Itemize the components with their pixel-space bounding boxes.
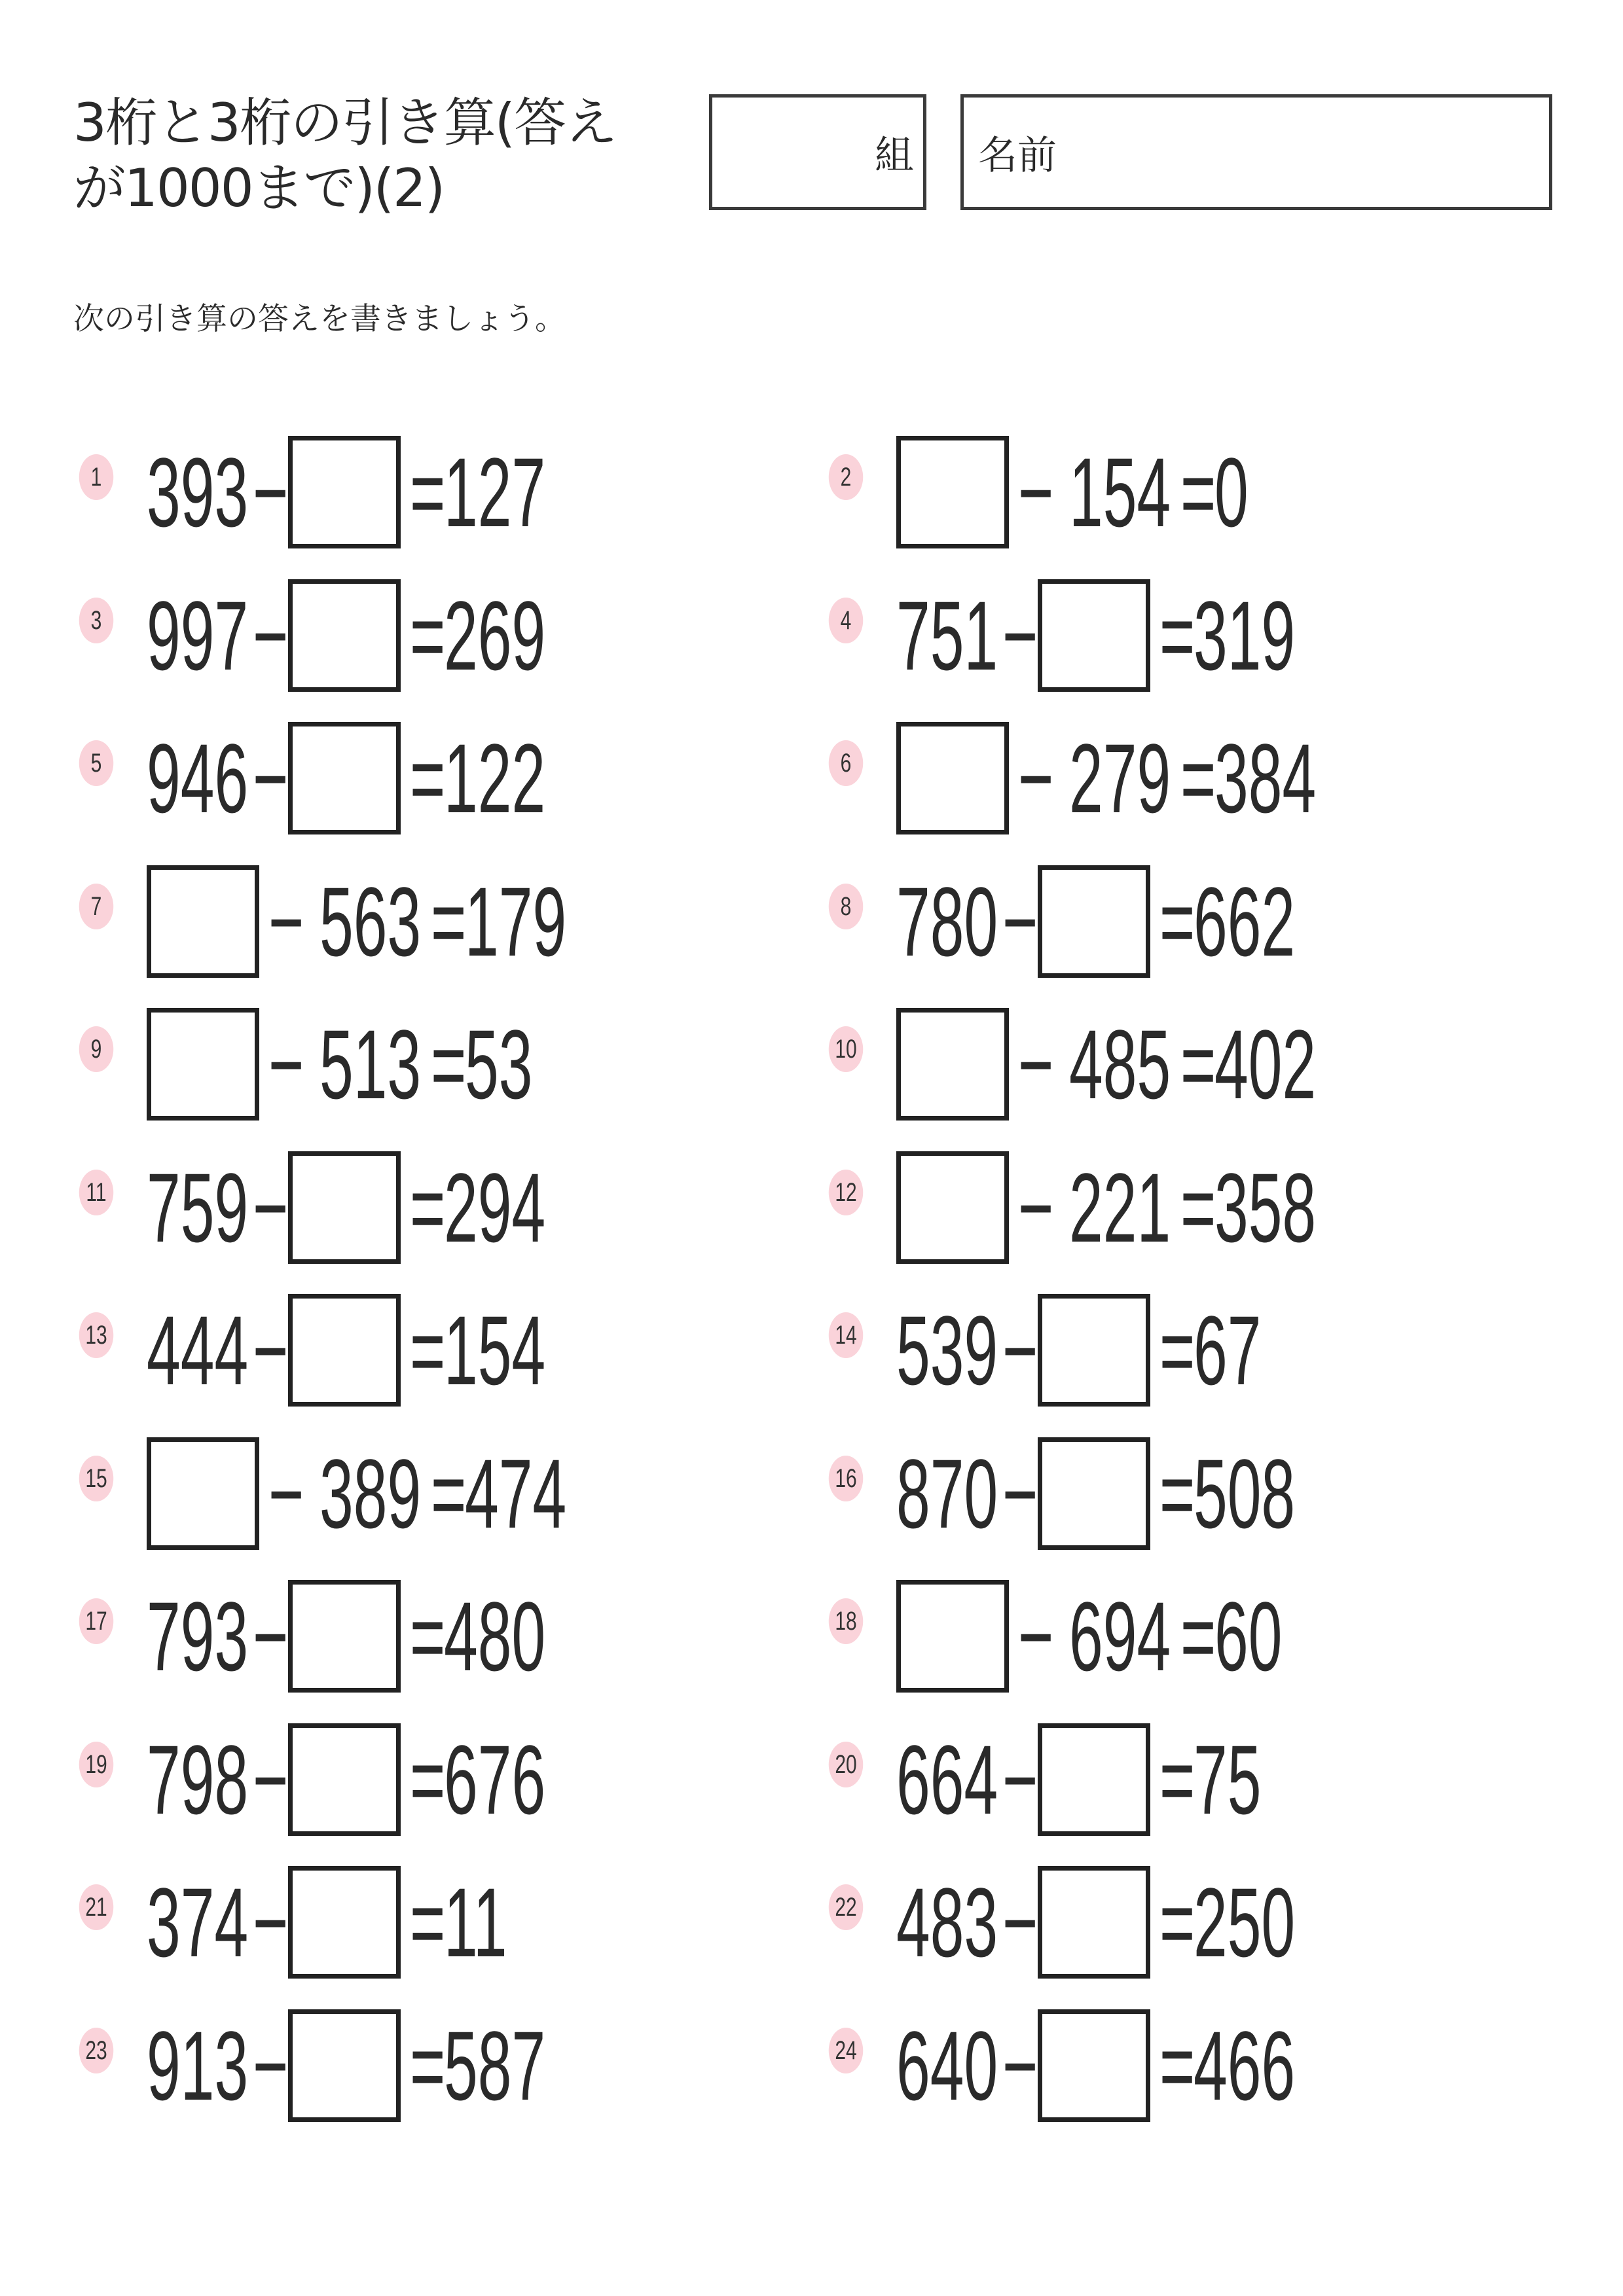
problem-number: 14 — [829, 1312, 864, 1358]
result: 53 — [464, 1009, 532, 1119]
problem-number: 21 — [79, 1884, 114, 1930]
equals-sign: = — [409, 437, 446, 547]
result: 154 — [443, 1295, 545, 1405]
result: 319 — [1193, 580, 1295, 691]
answer-box[interactable] — [1038, 2009, 1150, 2122]
answer-box[interactable] — [1038, 1866, 1150, 1979]
problem-item — [823, 1435, 1478, 1552]
minuend: 393 — [147, 437, 249, 547]
answer-box[interactable] — [288, 2009, 401, 2122]
problem-item — [73, 1149, 728, 1266]
problem-item — [823, 1149, 1478, 1266]
problem-number: 11 — [79, 1170, 114, 1215]
equals-sign: = — [430, 866, 467, 977]
problem-item — [73, 1863, 728, 1981]
minuend: 997 — [147, 580, 249, 691]
problem-number: 18 — [829, 1598, 864, 1644]
result: 662 — [1193, 866, 1295, 977]
minuend: 483 — [896, 1867, 998, 1977]
result: 75 — [1193, 1724, 1261, 1835]
answer-box[interactable] — [896, 1151, 1009, 1264]
answer-box[interactable] — [1038, 865, 1150, 978]
answer-box[interactable] — [896, 436, 1009, 548]
minus-sign: − — [253, 1581, 289, 1691]
equation — [896, 2007, 1357, 2125]
minus-sign: − — [1018, 437, 1054, 547]
problem-item — [73, 863, 728, 980]
problem-item — [823, 577, 1478, 694]
problem-number: 9 — [79, 1026, 114, 1072]
equation — [147, 1291, 608, 1409]
subtrahend: 563 — [319, 866, 421, 977]
equals-sign: = — [409, 1867, 446, 1977]
equals-sign: = — [1180, 437, 1216, 547]
class-label: 組 — [875, 132, 914, 179]
minuend: 798 — [147, 1724, 249, 1835]
problem-number: 5 — [79, 740, 114, 786]
equation — [896, 1149, 1378, 1266]
answer-box[interactable] — [147, 1008, 259, 1121]
result: 402 — [1214, 1009, 1316, 1119]
problem-number: 10 — [829, 1026, 864, 1072]
minus-sign: − — [253, 580, 289, 691]
result: 122 — [443, 723, 545, 833]
answer-box[interactable] — [1038, 579, 1150, 692]
class-field[interactable] — [709, 94, 926, 210]
problem-number: 23 — [79, 2028, 114, 2073]
equation — [896, 1577, 1323, 1695]
answer-box[interactable] — [147, 1437, 259, 1550]
answer-box[interactable] — [147, 865, 259, 978]
minus-sign: − — [253, 1724, 289, 1835]
equation — [147, 719, 608, 837]
equation — [896, 1291, 1302, 1409]
problem-number: 15 — [79, 1456, 114, 1501]
equation — [147, 863, 629, 980]
answer-box[interactable] — [288, 1866, 401, 1979]
result: 508 — [1193, 1438, 1295, 1549]
equals-sign: = — [409, 580, 446, 691]
answer-box[interactable] — [1038, 1294, 1150, 1407]
problem-item — [823, 1291, 1478, 1409]
minuend: 539 — [896, 1295, 998, 1405]
equals-sign: = — [409, 723, 446, 833]
result: 67 — [1193, 1295, 1261, 1405]
problem-item — [823, 863, 1478, 980]
minuend: 664 — [896, 1724, 998, 1835]
equals-sign: = — [1159, 1295, 1195, 1405]
equals-sign: = — [430, 1009, 467, 1119]
problem-item — [823, 719, 1478, 837]
problem-number: 8 — [829, 884, 864, 929]
problem-item — [73, 433, 728, 551]
equals-sign: = — [409, 1581, 446, 1691]
minuend: 759 — [147, 1152, 249, 1263]
equation — [147, 1721, 608, 1839]
minus-sign: − — [1002, 1295, 1038, 1405]
equals-sign: = — [1159, 1724, 1195, 1835]
minus-sign: − — [1002, 2010, 1038, 2121]
equals-sign: = — [430, 1438, 467, 1549]
answer-box[interactable] — [288, 436, 401, 548]
equation — [896, 1005, 1378, 1123]
answer-box[interactable] — [288, 579, 401, 692]
worksheet-title: 3桁と3桁の引き算(答えが1000まで)(2) — [73, 92, 617, 219]
problem-item — [823, 1577, 1478, 1695]
subtrahend: 513 — [319, 1009, 421, 1119]
minus-sign: − — [1018, 1152, 1054, 1263]
answer-box[interactable] — [896, 722, 1009, 834]
minus-sign: − — [1018, 1581, 1054, 1691]
result: 358 — [1214, 1152, 1316, 1263]
result: 11 — [443, 1867, 507, 1977]
result: 60 — [1214, 1581, 1282, 1691]
problem-number: 2 — [829, 454, 864, 500]
problem-item — [823, 2007, 1478, 2125]
equals-sign: = — [1180, 723, 1216, 833]
result: 587 — [443, 2010, 545, 2121]
answer-box[interactable] — [896, 1580, 1009, 1693]
answer-box[interactable] — [896, 1008, 1009, 1121]
minus-sign: − — [1002, 1438, 1038, 1549]
subtrahend: 221 — [1068, 1152, 1171, 1263]
minus-sign: − — [253, 1867, 289, 1977]
result: 250 — [1193, 1867, 1295, 1977]
equation — [147, 1577, 608, 1695]
minus-sign: − — [253, 723, 289, 833]
equation — [896, 1435, 1357, 1552]
answer-box[interactable] — [288, 1580, 401, 1693]
equals-sign: = — [1180, 1581, 1216, 1691]
equation — [147, 433, 608, 551]
equals-sign: = — [409, 1724, 446, 1835]
minus-sign: − — [1018, 723, 1054, 833]
equals-sign: = — [1180, 1152, 1216, 1263]
equals-sign: = — [1159, 1438, 1195, 1549]
equation — [896, 719, 1378, 837]
minuend: 793 — [147, 1581, 249, 1691]
problem-number: 6 — [829, 740, 864, 786]
problem-number: 1 — [79, 454, 114, 500]
result: 294 — [443, 1152, 545, 1263]
subtrahend: 694 — [1068, 1581, 1171, 1691]
problem-number: 12 — [829, 1170, 864, 1215]
result: 474 — [464, 1438, 566, 1549]
result: 384 — [1214, 723, 1316, 833]
minus-sign: − — [268, 866, 304, 977]
minuend: 913 — [147, 2010, 249, 2121]
result: 480 — [443, 1581, 545, 1691]
problem-number: 19 — [79, 1742, 114, 1787]
minus-sign: − — [253, 437, 289, 547]
minuend: 444 — [147, 1295, 249, 1405]
answer-box[interactable] — [288, 1723, 401, 1836]
minuend: 374 — [147, 1867, 249, 1977]
problem-number: 4 — [829, 598, 864, 643]
problem-item — [73, 1721, 728, 1839]
equation — [147, 2007, 608, 2125]
equation — [896, 1721, 1302, 1839]
problem-item — [823, 1721, 1478, 1839]
minus-sign: − — [253, 1295, 289, 1405]
equation — [896, 1863, 1357, 1981]
subtrahend: 279 — [1068, 723, 1171, 833]
minuend: 751 — [896, 580, 998, 691]
result: 127 — [443, 437, 545, 547]
equals-sign: = — [1180, 1009, 1216, 1119]
minus-sign: − — [1002, 1867, 1038, 1977]
equation — [147, 577, 608, 694]
equation — [896, 863, 1357, 980]
result: 269 — [443, 580, 545, 691]
minus-sign: − — [1002, 580, 1038, 691]
problem-item — [823, 1863, 1478, 1981]
result: 179 — [464, 866, 566, 977]
problem-number: 7 — [79, 884, 114, 929]
equation — [147, 1005, 574, 1123]
problem-item — [73, 1005, 728, 1123]
subtrahend: 389 — [319, 1438, 421, 1549]
result: 466 — [1193, 2010, 1295, 2121]
problem-item — [73, 1291, 728, 1409]
equation — [147, 1149, 608, 1266]
minus-sign: − — [268, 1438, 304, 1549]
minuend: 870 — [896, 1438, 998, 1549]
equation — [147, 1435, 629, 1552]
equation — [896, 433, 1269, 551]
equals-sign: = — [1159, 1867, 1195, 1977]
equation — [147, 1863, 545, 1981]
problem-item — [73, 577, 728, 694]
minus-sign: − — [1018, 1009, 1054, 1119]
answer-box[interactable] — [288, 722, 401, 834]
problem-number: 17 — [79, 1598, 114, 1644]
minuend: 946 — [147, 723, 249, 833]
answer-box[interactable] — [288, 1151, 401, 1264]
answer-box[interactable] — [288, 1294, 401, 1407]
problem-item — [73, 719, 728, 837]
answer-box[interactable] — [1038, 1723, 1150, 1836]
problem-item — [73, 1577, 728, 1695]
problem-item — [823, 1005, 1478, 1123]
problem-number: 24 — [829, 2028, 864, 2073]
problem-number: 20 — [829, 1742, 864, 1787]
minuend: 780 — [896, 866, 998, 977]
minuend: 640 — [896, 2010, 998, 2121]
minus-sign: − — [1002, 1724, 1038, 1835]
equals-sign: = — [409, 2010, 446, 2121]
answer-box[interactable] — [1038, 1437, 1150, 1550]
minus-sign: − — [268, 1009, 304, 1119]
problem-number: 13 — [79, 1312, 114, 1358]
problem-item — [73, 2007, 728, 2125]
result: 0 — [1214, 437, 1249, 547]
equation — [896, 577, 1357, 694]
minus-sign: − — [253, 2010, 289, 2121]
problem-number: 16 — [829, 1456, 864, 1501]
minus-sign: − — [253, 1152, 289, 1263]
name-label: 名前 — [978, 132, 1057, 179]
instruction: 次の引き算の答えを書きましょう。 — [73, 301, 566, 337]
problem-number: 22 — [829, 1884, 864, 1930]
problem-item — [73, 1435, 728, 1552]
problem-item — [823, 433, 1478, 551]
equals-sign: = — [1159, 580, 1195, 691]
subtrahend: 485 — [1068, 1009, 1171, 1119]
problem-number: 3 — [79, 598, 114, 643]
subtrahend: 154 — [1068, 437, 1171, 547]
equals-sign: = — [1159, 866, 1195, 977]
minus-sign: − — [1002, 866, 1038, 977]
result: 676 — [443, 1724, 545, 1835]
equals-sign: = — [409, 1295, 446, 1405]
equals-sign: = — [1159, 2010, 1195, 2121]
name-field[interactable] — [960, 94, 1552, 210]
equals-sign: = — [409, 1152, 446, 1263]
